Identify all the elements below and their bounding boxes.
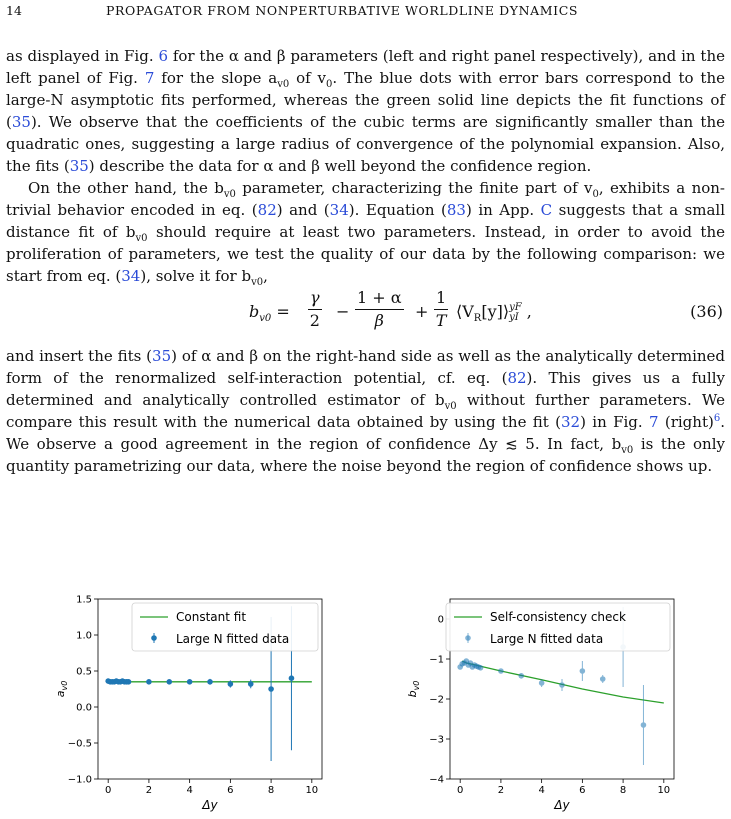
footnote-6[interactable]: 6 bbox=[713, 413, 721, 424]
fraction-1-T: $\frac{1}{T}$ bbox=[435, 288, 447, 330]
y-axis-label: $b_{v0}$ bbox=[406, 680, 421, 698]
data-point bbox=[559, 679, 565, 691]
data-marker bbox=[166, 679, 172, 685]
minus-sign: − bbox=[336, 302, 350, 321]
body-text bbox=[6, 45, 725, 477]
ref-fig-7[interactable]: 7 bbox=[648, 413, 659, 431]
x-tick-label: 8 bbox=[619, 785, 627, 796]
data-point bbox=[478, 665, 484, 671]
y-axis-label: $a_{v0}$ bbox=[54, 680, 69, 698]
fraction-gamma-2: $\frac{\gamma}{2}$ bbox=[309, 288, 320, 330]
legend-point-label: Large N fitted data bbox=[176, 632, 290, 646]
paragraph-1: as displayed in Fig. 6 for the α and β parameters (left and right panel respectively), and in the left panel of Fig. 7 for the slope $a_{v0}$ of $v_0$. The blue dots with error bars correspond to the large-N asymptotic fits performed, whereas the green solid line depicts the fit functions of (35). We observe that the coefficients of the cubic terms are significantly smaller than the quadratic ones, suggesting a large radius of convergence of the polynomial expansion. Also, the fits (35) describe the data for α and β well beyond the confidence region. bbox=[6, 47, 725, 175]
data-marker bbox=[580, 668, 586, 674]
data-point bbox=[641, 685, 647, 765]
x-tick-label: 10 bbox=[305, 785, 319, 796]
data-marker bbox=[600, 676, 606, 682]
legend-point-swatch bbox=[151, 635, 157, 641]
data-marker bbox=[126, 679, 132, 685]
plus-sign: + bbox=[415, 302, 429, 321]
page-number: 14 bbox=[6, 3, 22, 18]
equation-lhs: $b_{v0}$ = bbox=[249, 302, 290, 325]
data-marker bbox=[146, 679, 152, 685]
ref-eq-82[interactable]: 82 bbox=[507, 369, 527, 387]
ref-fig-7[interactable]: 7 bbox=[144, 69, 155, 87]
data-marker bbox=[248, 681, 254, 687]
y-tick-label: 0.0 bbox=[76, 702, 92, 714]
ref-eq-32[interactable]: 32 bbox=[561, 413, 581, 431]
x-tick-label: 8 bbox=[267, 785, 275, 796]
y-tick-label: −3 bbox=[429, 734, 444, 746]
ref-eq-35[interactable]: 35 bbox=[11, 113, 31, 131]
data-marker bbox=[228, 681, 234, 687]
ref-eq-34[interactable]: 34 bbox=[121, 267, 141, 285]
data-point bbox=[248, 680, 254, 689]
x-tick-label: 0 bbox=[104, 785, 112, 796]
y-tick-label: 1.0 bbox=[76, 630, 92, 642]
data-marker bbox=[539, 680, 545, 686]
data-point bbox=[207, 679, 213, 685]
y-tick-label: −2 bbox=[429, 694, 444, 706]
y-tick-label: 1.5 bbox=[76, 594, 92, 606]
data-marker bbox=[478, 665, 484, 671]
ref-app-c[interactable]: C bbox=[540, 201, 553, 219]
fit-line bbox=[462, 661, 664, 703]
y-tick-label: −4 bbox=[429, 774, 444, 786]
data-marker bbox=[289, 675, 295, 681]
ref-fig-6[interactable]: 6 bbox=[158, 47, 168, 65]
equation-number: (36) bbox=[690, 302, 723, 321]
ref-eq-35[interactable]: 35 bbox=[152, 347, 172, 365]
data-point bbox=[187, 679, 193, 685]
paragraph-2: On the other hand, the $b_{v0}$ parameter, characterizing the finite part of $v_0$, exhibits a non-trivial behavior encoded in eq. (82) and (34). Equation (83) in App. C suggests that a small distance fit of $b_{v0}$ should require at least two parameters. Instead, in order to avoid the proliferation of parameters, we test the quality of our data by the following comparison: we start from eq. (34), solve it for $b_{v0}$, bbox=[6, 179, 725, 288]
x-tick-label: 4 bbox=[186, 785, 193, 796]
y-tick-label: 0 bbox=[437, 614, 444, 626]
data-marker bbox=[268, 686, 274, 692]
x-tick-label: 10 bbox=[657, 785, 671, 796]
data-point bbox=[580, 661, 586, 681]
data-marker bbox=[187, 679, 193, 685]
fraction-1-alpha-beta: $\frac{1 + \alpha}{\beta}$ bbox=[357, 288, 402, 330]
data-marker bbox=[207, 679, 213, 685]
x-tick-label: 6 bbox=[579, 785, 586, 796]
potential-expectation: $⟨V_R[y]⟩$ yF yI , bbox=[456, 301, 532, 325]
chart-b-v0 bbox=[392, 585, 692, 817]
page-header bbox=[6, 3, 725, 21]
data-point bbox=[498, 668, 504, 674]
data-marker bbox=[559, 682, 565, 688]
x-axis-label: Δy bbox=[554, 798, 570, 812]
legend-line-label: Constant fit bbox=[176, 610, 247, 624]
y-tick-label: −1.0 bbox=[67, 774, 92, 786]
legend-point-label: Large N fitted data bbox=[490, 632, 604, 646]
paragraph-3: and insert the fits (35) of α and β on the right-hand side as well as the analytically determined form of the renormalized self-interaction potential, cf. eq. (82). This gives us a fully determined and analytically controlled estimator of $b_{v0}$ without further parameters. We compare this result with the numerical data obtained by using the fit (32) in Fig. 7 (right)$^6$. We observe a good agreement in the region of confidence Δy ≲ 5. In fact, $b_{v0}$ is the only quantity parametrizing our data, where the noise beyond the region of confidence shows up. bbox=[6, 347, 725, 475]
data-marker bbox=[498, 668, 504, 674]
x-tick-label: 4 bbox=[538, 785, 545, 796]
y-tick-label: −1 bbox=[429, 654, 444, 666]
running-title: PROPAGATOR FROM NONPERTURBATIVE WORLDLINE DYNAMICS bbox=[106, 3, 579, 18]
x-axis-label: Δy bbox=[202, 798, 218, 812]
data-point bbox=[518, 673, 524, 679]
data-marker bbox=[641, 722, 647, 728]
ref-eq-34[interactable]: 34 bbox=[329, 201, 349, 219]
y-tick-label: −0.5 bbox=[67, 738, 92, 750]
x-tick-label: 2 bbox=[145, 785, 153, 796]
x-tick-label: 0 bbox=[456, 785, 464, 796]
data-point bbox=[126, 679, 132, 685]
equation-36 bbox=[6, 287, 725, 345]
data-marker bbox=[518, 673, 524, 679]
legend-point-swatch bbox=[465, 635, 471, 641]
ref-eq-82[interactable]: 82 bbox=[257, 201, 277, 219]
x-tick-label: 2 bbox=[497, 785, 505, 796]
y-tick-label: 0.5 bbox=[76, 666, 92, 678]
ref-eq-83[interactable]: 83 bbox=[446, 201, 466, 219]
x-tick-label: 6 bbox=[227, 785, 234, 796]
data-point bbox=[600, 675, 606, 683]
legend-line-label: Self-consistency check bbox=[490, 610, 626, 624]
data-point bbox=[146, 679, 152, 685]
ref-eq-35[interactable]: 35 bbox=[69, 157, 89, 175]
chart-a-v0 bbox=[40, 585, 340, 817]
data-point bbox=[166, 679, 172, 685]
